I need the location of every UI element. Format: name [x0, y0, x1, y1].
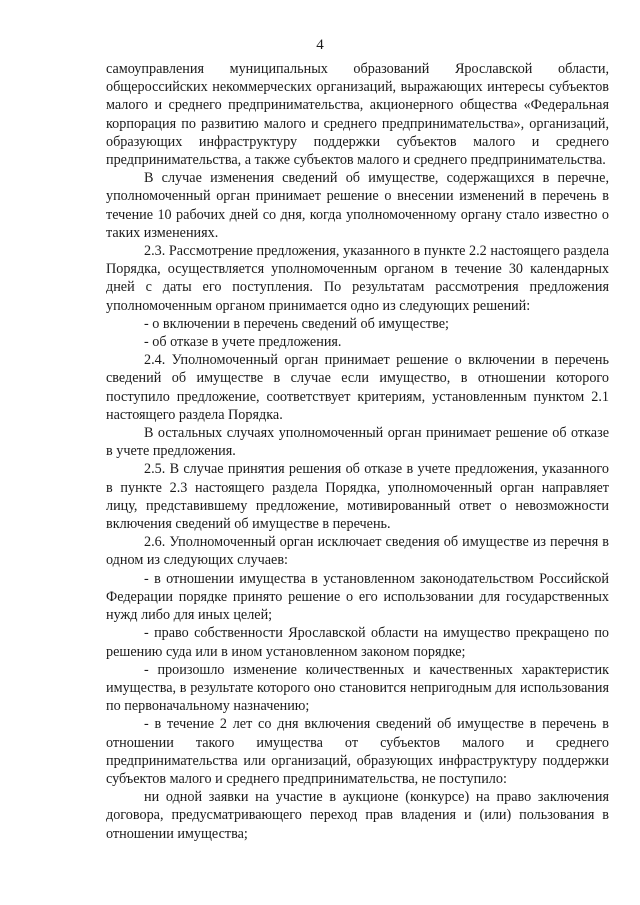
paragraph: 2.4. Уполномоченный орган принимает решение о включении в перечень сведений об имуществе в случае если имущество, в отношении которого поступило предложение, соответствует критериям, установленным пунктом 2.1 настоящего раздела Порядка. — [106, 352, 609, 423]
paragraph: 2.6. Уполномоченный орган исключает сведения об имуществе из перечня в одном из следующих случаев: — [106, 534, 609, 569]
paragraph: ни одной заявки на участие в аукционе (конкурсе) на право заключения договора, предусматривающего переход прав владения и (или) пользования в отношении имущества; — [106, 789, 609, 842]
paragraph: В случае изменения сведений об имуществе, содержащихся в перечне, уполномоченный орган принимает решение о внесении изменений в перечень в течение 10 рабочих дней со дня, когда уполномоченному органу стало известно о таких изменениях. — [106, 170, 609, 241]
paragraph: 2.5. В случае принятия решения об отказе в учете предложения, указанного в пункте 2.3 настоящего раздела Порядка, уполномоченный орган направляет лицу, представившему предложение, мотивированный ответ о невозможности включения сведений об имуществе в перечень. — [106, 461, 609, 533]
paragraph: 2.3. Рассмотрение предложения, указанного в пункте 2.2 настоящего раздела Порядка, осуществляется уполномоченным органом в течение 30 календарных дней с даты его поступления. По результатам рассмотрения предложения уполномоченным органом принимается одно из следующих решений: — [106, 243, 609, 314]
page-number: 4 — [316, 37, 324, 53]
paragraph: - право собственности Ярославской области на имущество прекращено по решению суда или в ином установленном законом порядке; — [106, 625, 609, 660]
paragraph: - об отказе в учете предложения. — [144, 334, 342, 351]
paragraph: - о включении в перечень сведений об имуществе; — [144, 315, 449, 332]
paragraph: - произошло изменение количественных и качественных характеристик имущества, в результате которого оно становится непригодным для использования по первоначальному назначению; — [106, 661, 609, 715]
document-body — [106, 60, 609, 843]
paragraph: В остальных случаях уполномоченный орган принимает решение об отказе в учете предложения. — [106, 425, 609, 460]
paragraph: - в отношении имущества в установленном законодательством Российской Федерации порядке принято решение о его использовании для государственных нужд либо для иных целей; — [106, 570, 609, 624]
paragraph: - в течение 2 лет со дня включения сведений об имуществе в перечень в отношении такого имущества от субъектов малого и среднего предпринимательства или организаций, образующих инфраструктуру поддержки субъектов малого и среднего предпринимательства, не поступило: — [106, 716, 609, 787]
paragraph: самоуправления муниципальных образований Ярославской области, общероссийских некоммерческих организаций, выражающих интересы субъектов малого и среднего предпринимательства, акционерного общества «Федеральная корпорация по развитию малого и среднего предпринимательства», организаций, образующих инфраструктуру поддержки субъектов малого и среднего предпринимательства, а также субъектов малого и среднего предпринимательства. — [106, 61, 609, 169]
